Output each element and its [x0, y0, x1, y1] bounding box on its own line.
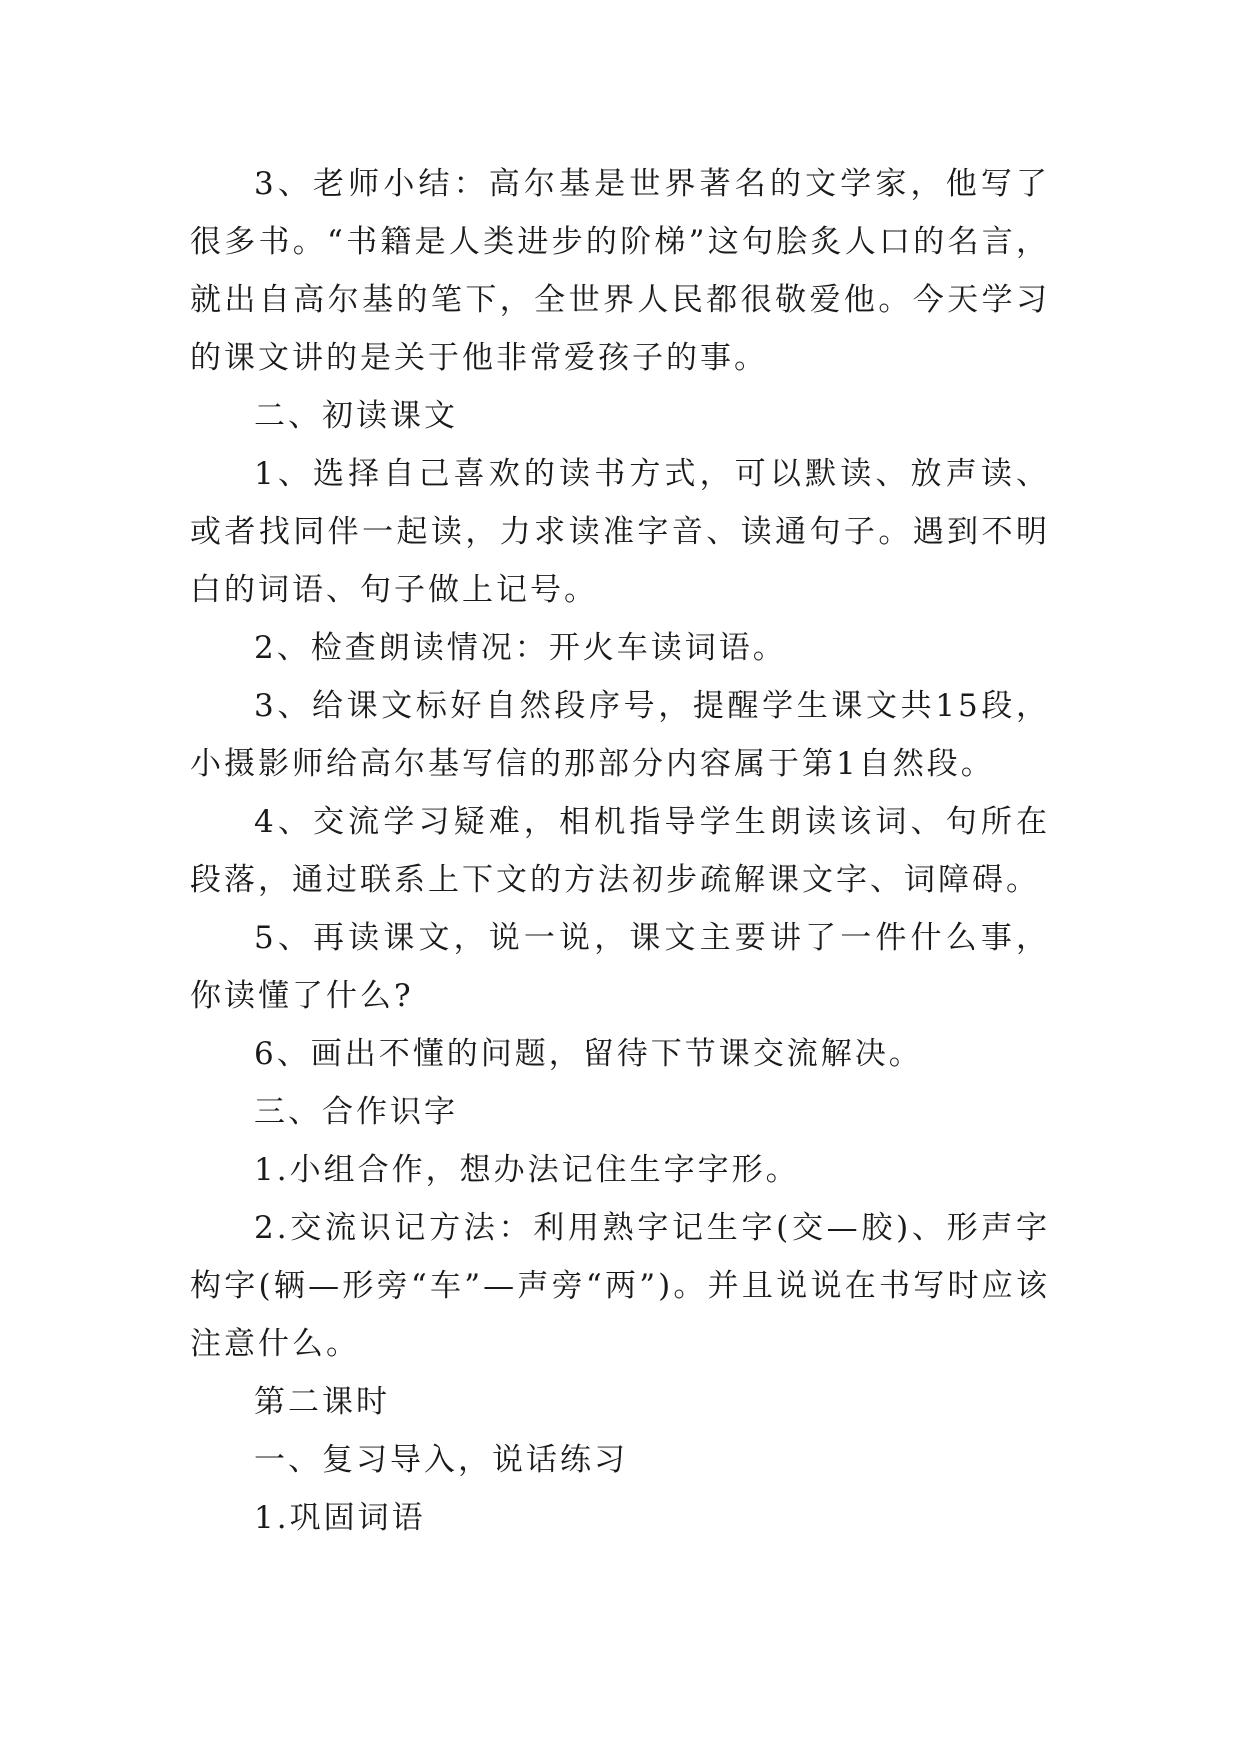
paragraph-reread: 5、再读课文，说一说，课文主要讲了一件什么事，你读懂了什么?: [190, 920, 1050, 1014]
heading-second-lesson: 第二课时: [254, 1384, 390, 1420]
paragraph-consolidate-words: 1.巩固词语: [254, 1500, 426, 1536]
paragraph-exchange-difficulties: 4、交流学习疑难，相机指导学生朗读该词、句所在段落，通过联系上下文的方法初步疏解课文字、词障碍。: [190, 804, 1050, 898]
paragraph-group-cooperation: 1.小组合作，想办法记住生字字形。: [254, 1152, 800, 1188]
paragraph-paragraph-numbers: 3、给课文标好自然段序号，提醒学生课文共15段，小摄影师给高尔基写信的那部分内容属于第1自然段。: [190, 688, 1050, 782]
heading-first-reading: 二、初读课文: [254, 398, 458, 434]
heading-cooperative-literacy: 三、合作识字: [254, 1094, 458, 1130]
heading-review-intro: 一、复习导入，说话练习: [254, 1442, 628, 1478]
paragraph-check-reading: 2、检查朗读情况：开火车读词语。: [254, 630, 787, 666]
paragraph-mark-questions: 6、画出不懂的问题，留待下节课交流解决。: [254, 1036, 923, 1072]
paragraph-teacher-summary: 3、老师小结：高尔基是世界著名的文学家，他写了很多书。“书籍是人类进步的阶梯”这句脍炙人口的名言，就出自高尔基的笔下，全世界人民都很敬爱他。今天学习的课文讲的是关于他非常爱孩子的事。: [190, 166, 1050, 376]
document-page: [190, 155, 1050, 1547]
paragraph-reading-method: 1、选择自己喜欢的读书方式，可以默读、放声读、或者找同伴一起读，力求读准字音、读通句子。遇到不明白的词语、句子做上记号。: [190, 456, 1050, 608]
paragraph-memorization-methods: 2.交流识记方法：利用熟字记生字(交—胶)、形声字构字(辆—形旁“车”—声旁“两”)。并且说说在书写时应该注意什么。: [190, 1210, 1050, 1362]
